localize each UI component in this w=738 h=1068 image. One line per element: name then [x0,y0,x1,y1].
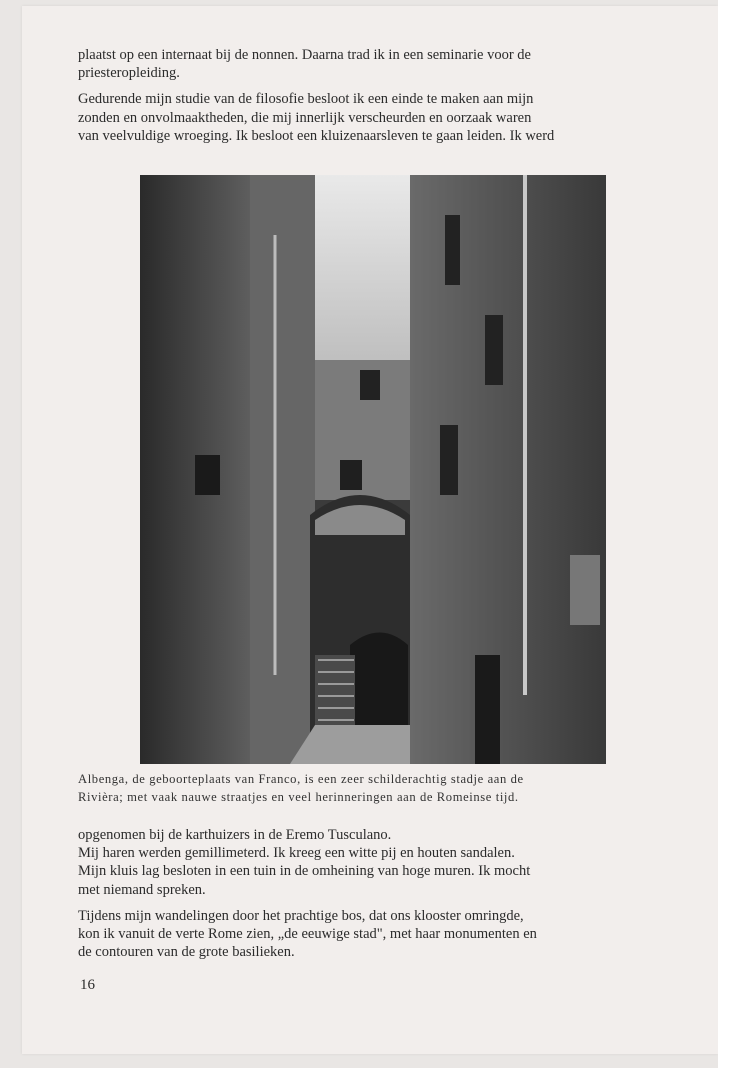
text-line: kon ik vanuit de verte Rome zien, „de eeuwige stad", met haar monumenten en [78,926,537,943]
paragraph [78,90,668,145]
paragraph [78,826,668,899]
text-line: met niemand spreken. [78,881,206,898]
text-line: zonden en onvolmaaktheden, die mij innerlijk verscheurden en oorzaak waren [78,109,532,126]
text-block-bottom [78,826,668,961]
paragraph [78,46,668,82]
text-line: plaatst op een internaat bij de nonnen. Daarna trad ik in een seminarie voor de [78,47,531,63]
text-block-top [78,46,668,145]
text-line: Mijn kluis lag besloten in een tuin in de omheining van hoge muren. Ik mocht [78,863,531,880]
page-edge [718,0,738,1068]
paragraph [78,907,668,962]
text-line: Mij haren werden gemillimeterd. Ik kreeg een witte pij en houten sandalen. [78,845,515,862]
caption-line: Albenga, de geboorteplaats van Franco, is een zeer schilderachtig stadje aan de [78,772,524,786]
text-line: opgenomen bij de karthuizers in de Eremo Tusculano. [78,827,392,843]
text-line: van veelvuldige wroeging. Ik besloot een kluizenaarsleven te gaan leiden. Ik werd [78,127,555,144]
text-line: Gedurende mijn studie van de filosofie besloot ik een einde te maken aan mijn [78,91,534,108]
text-line: priesteropleiding. [78,65,180,82]
text-line: de contouren van de grote basilieken. [78,944,295,961]
caption-line: Rivièra; met vaak nauwe straatjes en veel herinneringen aan de Romeinse tijd. [78,790,519,804]
text-line: Tijdens mijn wandelingen door het prachtige bos, dat ons klooster omringde, [78,907,524,924]
street-photo [140,175,606,764]
page-number: 16 [80,977,95,993]
figure-caption [78,770,668,806]
caption-text [78,770,668,806]
photo-illustration [140,175,606,764]
